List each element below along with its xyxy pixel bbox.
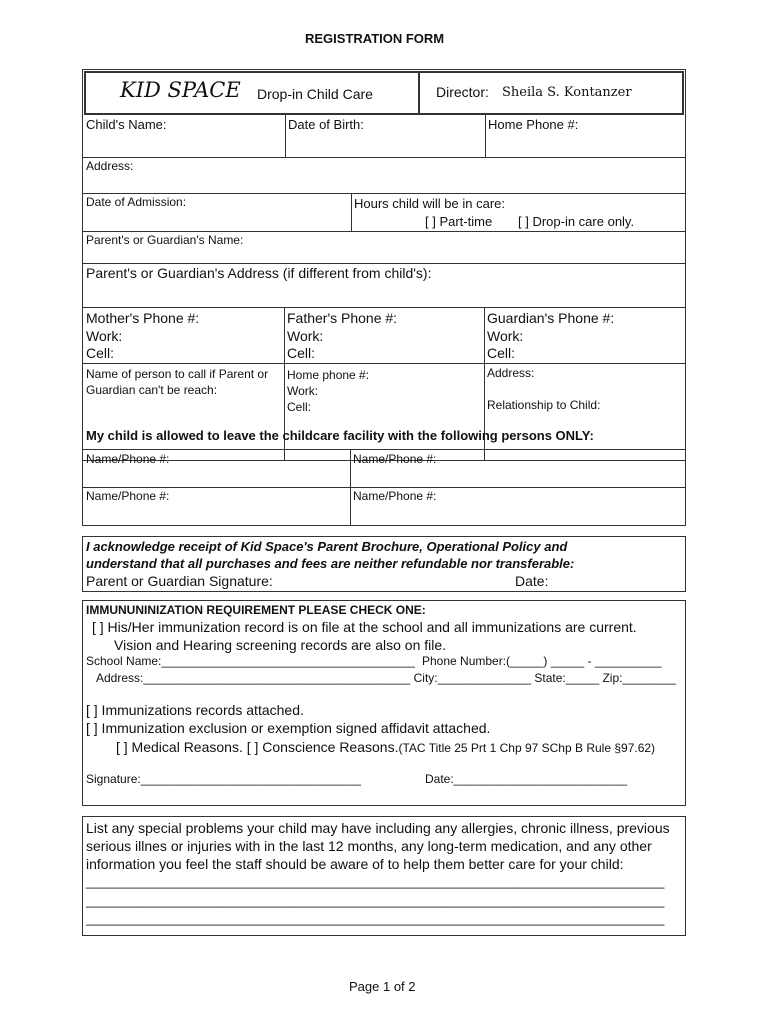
special-blank-line[interactable]: ________________________________________________________________________________ bbox=[86, 892, 665, 908]
special-line2: serious illnes or injuries with in the last 12 months, any long-term medication, and any other bbox=[86, 838, 652, 854]
guardian-phone-field[interactable]: Guardian's Phone #: bbox=[487, 310, 615, 326]
pickup-heading: My child is allowed to leave the childcare facility with the following persons ONLY: bbox=[86, 428, 594, 443]
emergency-cell-field[interactable]: Cell: bbox=[287, 400, 312, 414]
emergency-work-field[interactable]: Work: bbox=[287, 384, 319, 398]
emergency-home-phone-field[interactable]: Home phone #: bbox=[287, 368, 370, 382]
emergency-contact-cell bbox=[86, 367, 268, 398]
date-of-admission-field[interactable]: Date of Admission: bbox=[86, 195, 187, 209]
school-phone-field[interactable]: Phone Number:(_____) _____ - __________ bbox=[422, 654, 662, 668]
parent-signature-field[interactable]: Parent or Guardian Signature: bbox=[86, 573, 273, 589]
pickup-name-phone-4[interactable]: Name/Phone #: bbox=[353, 489, 437, 503]
immunization-signature-field[interactable]: Signature:_________________________________ bbox=[86, 772, 361, 786]
guardian-work-field[interactable]: Work: bbox=[487, 327, 524, 344]
director-name: Sheila S. Kontanzer bbox=[502, 85, 632, 100]
address-field[interactable]: Address: bbox=[86, 159, 134, 173]
father-work-field[interactable]: Work: bbox=[287, 327, 324, 344]
header-subtitle: Drop-in Child Care bbox=[257, 86, 373, 102]
child-name-field[interactable]: Child's Name: bbox=[86, 117, 167, 132]
pickup-name-phone-3[interactable]: Name/Phone #: bbox=[86, 489, 170, 503]
mother-work-field[interactable]: Work: bbox=[86, 327, 123, 344]
mother-phone-cell bbox=[86, 310, 199, 363]
records-attached-checkbox[interactable]: [ ] Immunizations records attached. bbox=[86, 702, 304, 718]
exemption-reasons-line bbox=[116, 740, 655, 756]
acknowledge-line1: I acknowledge receipt of Kid Space's Parent Brochure, Operational Policy and bbox=[86, 539, 568, 554]
page-number: Page 1 of 2 bbox=[349, 979, 416, 994]
school-name-field[interactable]: School Name:______________________________________ bbox=[86, 654, 415, 668]
special-line1: List any special problems your child may have including any allergies, chronic illness, previous bbox=[86, 820, 670, 836]
immunization-on-file-line2: Vision and Hearing screening records are also on file. bbox=[114, 637, 447, 653]
form-title: REGISTRATION FORM bbox=[305, 31, 445, 46]
immunization-heading: IMMUNUNINIZATION REQUIREMENT PLEASE CHECK ONE: bbox=[86, 603, 426, 617]
tac-reference: (TAC Title 25 Prt 1 Chp 97 SChp B Rule §97.62) bbox=[398, 741, 656, 755]
emergency-label-line2: Guardian can't be reach: bbox=[86, 382, 218, 397]
guardian-cell-field[interactable]: Cell: bbox=[487, 345, 516, 361]
special-blank-line[interactable]: ________________________________________________________________________________ bbox=[86, 911, 665, 926]
father-phone-field[interactable]: Father's Phone #: bbox=[287, 310, 398, 326]
emergency-label-line1: Name of person to call if Parent or bbox=[86, 367, 269, 381]
immunization-on-file-checkbox[interactable]: [ ] His/Her immunization record is on file at the school and all immunizations are current. bbox=[92, 619, 637, 635]
hours-in-care-label: Hours child will be in care: bbox=[354, 196, 506, 211]
school-address-field[interactable]: Address:________________________________________ City:______________ State:_____ Zip:________ bbox=[96, 671, 676, 685]
special-problems-field[interactable] bbox=[86, 873, 664, 929]
brand-name: KID SPACE bbox=[120, 78, 241, 102]
special-problems-text bbox=[86, 819, 670, 873]
guardian-name-field[interactable]: Parent's or Guardian's Name: bbox=[86, 233, 244, 247]
part-time-checkbox[interactable]: [ ] Part-time bbox=[425, 214, 493, 229]
exemption-reasons-checkboxes[interactable]: [ ] Medical Reasons. [ ] Conscience Reasons. bbox=[116, 739, 399, 755]
mother-cell-field[interactable]: Cell: bbox=[86, 345, 115, 361]
pickup-name-phone-1[interactable]: Name/Phone #: bbox=[86, 452, 170, 466]
drop-in-checkbox[interactable]: [ ] Drop-in care only. bbox=[518, 214, 635, 229]
date-of-birth-field[interactable]: Date of Birth: bbox=[288, 117, 364, 132]
home-phone-field[interactable]: Home Phone #: bbox=[488, 117, 579, 132]
pickup-name-phone-2[interactable]: Name/Phone #: bbox=[353, 452, 437, 466]
guardian-address-field[interactable]: Parent's or Guardian's Address (if different from child's): bbox=[86, 265, 432, 281]
father-cell-field[interactable]: Cell: bbox=[287, 345, 316, 361]
guardian-phone-cell bbox=[487, 310, 614, 363]
emergency-phone-cell bbox=[287, 367, 369, 415]
emergency-address-field[interactable]: Address: bbox=[487, 366, 535, 380]
director-label: Director: bbox=[436, 84, 489, 100]
immunization-date-field[interactable]: Date:__________________________ bbox=[425, 772, 628, 786]
acknowledge-date-field[interactable]: Date: bbox=[515, 573, 549, 589]
mother-phone-field[interactable]: Mother's Phone #: bbox=[86, 310, 200, 326]
special-blank-line[interactable]: ________________________________________________________________________________ bbox=[86, 874, 665, 889]
special-line3: information you feel the staff should be aware of to help them better care for your child: bbox=[86, 856, 624, 872]
exemption-affidavit-checkbox[interactable]: [ ] Immunization exclusion or exemption signed affidavit attached. bbox=[86, 720, 491, 736]
acknowledge-line2: understand that all purchases and fees are neither refundable nor transferable: bbox=[86, 556, 575, 571]
father-phone-cell bbox=[287, 310, 397, 363]
relationship-field[interactable]: Relationship to Child: bbox=[487, 398, 601, 412]
